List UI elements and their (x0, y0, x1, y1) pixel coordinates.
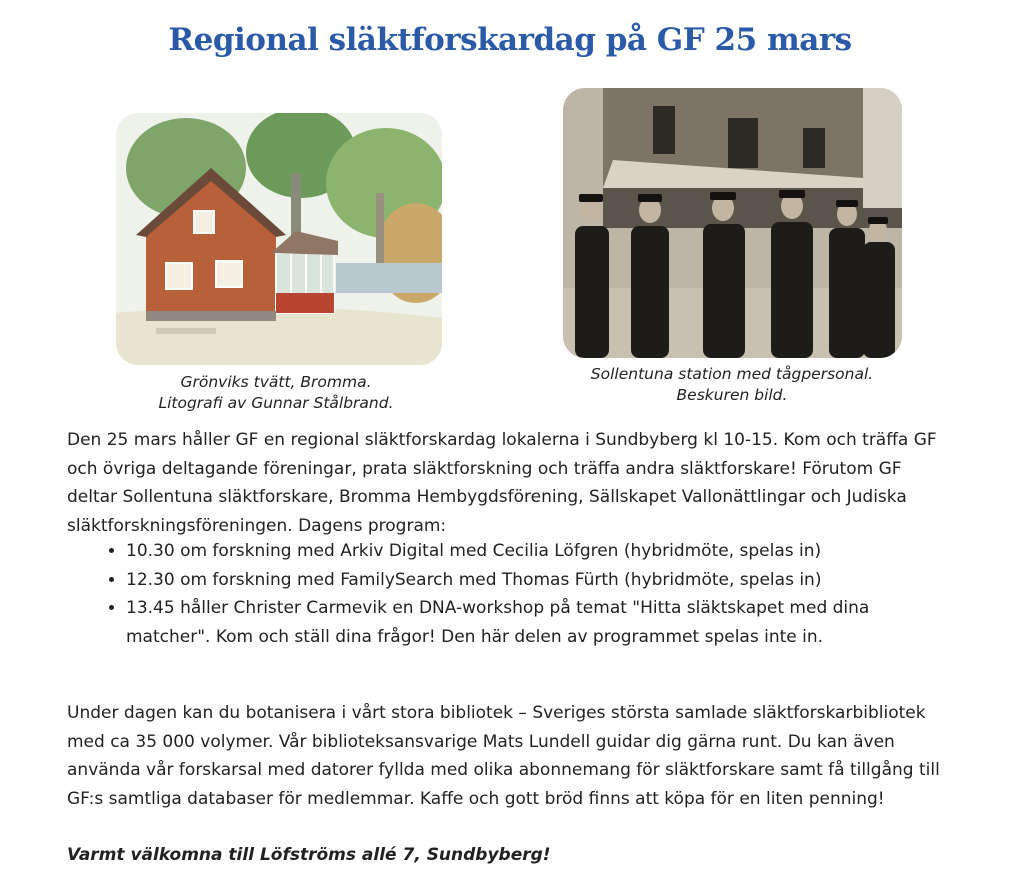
caption-line: Litografi av Gunnar Stålbrand. (158, 394, 394, 412)
figure-caption-sollentuna (552, 364, 912, 406)
program-item: • 12.30 om forskning med FamilySearch med Thomas Fürth (hybridmöte, spelas in) (126, 566, 947, 595)
program-item: • 13.45 håller Christer Carmevik en DNA-workshop på temat "Hitta släktskapet med dina matcher". Kom och ställ dina frågor! Den här delen av programmet spelas inte in. (126, 594, 947, 651)
intro-paragraph: Den 25 mars håller GF en regional släktforskardag lokalerna i Sundbyberg kl 10-15. Kom och träffa GF och övriga deltagande föreningar, prata släktforskning och träffa andra släktforskare! Förutom GF deltar Sollentuna släktforskare, Bromma Hembygdsförening, Sällskapet Vallonättlingar och Judiska släktforskningsföreningen. Dagens program: (67, 430, 937, 536)
library-paragraph: Under dagen kan du botanisera i vårt stora bibliotek – Sveriges största samlade släktforskarbibliotek med ca 35 000 volymer. Vår biblioteksansvarige Mats Lundell guidar dig gärna runt. Du kan även använda vår forskarsal med datorer fyllda med olika abonnemang för släktforskare samt få tillgång till GF:s samtliga databaser för medlemmar. Kaffe och gott bröd finns att köpa för en liten penning! (67, 703, 940, 809)
caption-line: Grönviks tvätt, Bromma. (180, 373, 372, 391)
caption-line: Sollentuna station med tågpersonal. (590, 365, 874, 383)
figure-caption-gronvik (116, 372, 436, 414)
welcome-line: Varmt välkomna till Löfströms allé 7, Sundbyberg! (67, 845, 551, 865)
gronvik-lithograph-image (116, 113, 442, 365)
program-list (67, 537, 947, 651)
program-item: • 10.30 om forskning med Arkiv Digital med Cecilia Löfgren (hybridmöte, spelas in) (126, 537, 947, 566)
page-title: Regional släktforskardag på GF 25 mars (168, 22, 852, 58)
caption-line: Beskuren bild. (676, 386, 788, 404)
sollentuna-station-photo (563, 88, 902, 358)
